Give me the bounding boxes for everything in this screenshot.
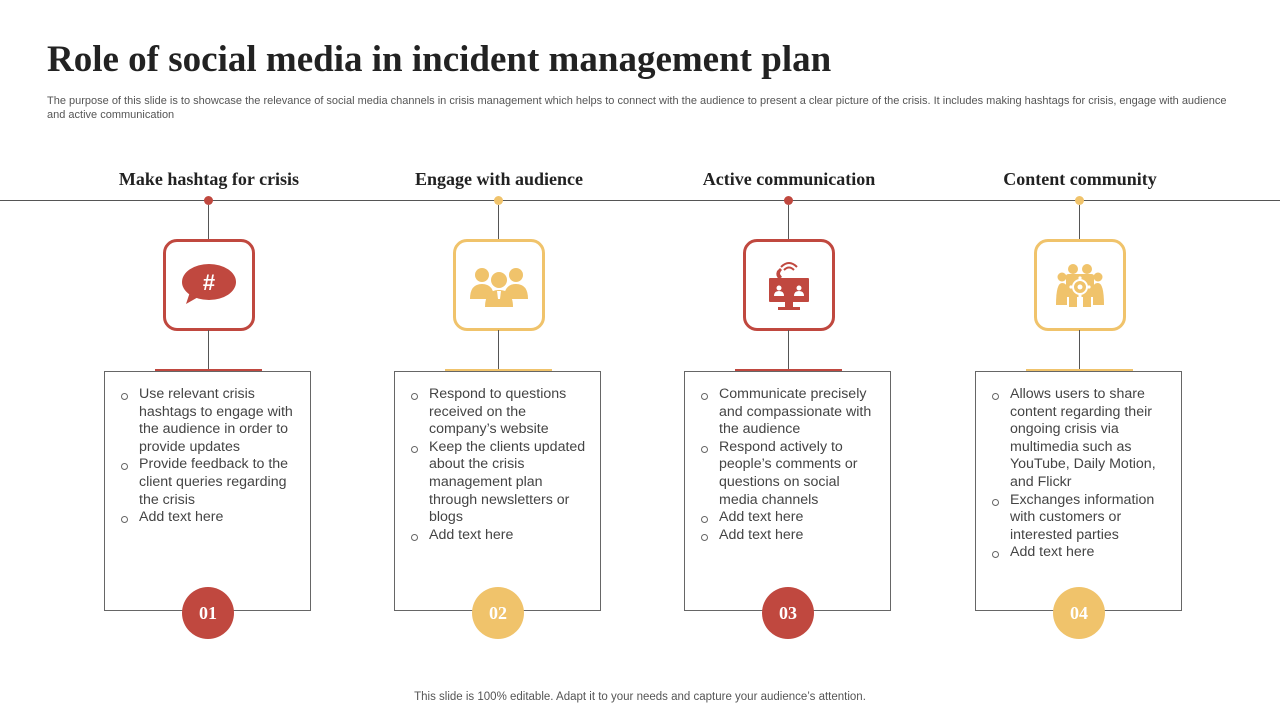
step-number: 03	[762, 587, 814, 639]
connector-line	[208, 330, 209, 369]
connector-line	[1079, 205, 1080, 240]
step-number: 02	[472, 587, 524, 639]
page-title: Role of social media in incident management plan	[47, 39, 832, 80]
step-column-1	[104, 0, 314, 660]
step-card	[975, 371, 1182, 611]
step-column-3	[684, 0, 894, 660]
bullet-list	[685, 372, 890, 544]
step-heading: Active communication	[702, 169, 876, 189]
bullet-item: Communicate precisely and compassionate with the audience	[699, 386, 880, 439]
step-heading: Engage with audience	[414, 169, 583, 189]
footer-note: This slide is 100% editable. Adapt it to your needs and capture your audience’s attention.	[414, 691, 866, 703]
connector-line	[1079, 330, 1080, 369]
hashtag-chat-icon	[180, 262, 238, 308]
bullet-item: Add text here	[699, 527, 880, 545]
bullet-item: Respond to questions received on the company’s website	[409, 386, 590, 439]
timeline-dot	[1075, 196, 1084, 205]
bullet-list	[105, 372, 310, 527]
bullet-item: Allows users to share content regarding their ongoing crisis via multimedia such as YouTube, Daily Motion, and Flickr	[990, 386, 1171, 492]
step-card	[684, 371, 891, 611]
bullet-item: Provide feedback to the client queries regarding the crisis	[119, 456, 300, 509]
step-number: 04	[1053, 587, 1105, 639]
bullet-list	[395, 372, 600, 544]
timeline-dot	[784, 196, 793, 205]
bullet-item: Add text here	[699, 509, 880, 527]
connector-line	[208, 205, 209, 240]
bullet-list	[976, 372, 1181, 562]
connector-line	[788, 330, 789, 369]
bullet-item: Use relevant crisis hashtags to engage with the audience in order to provide updates	[119, 386, 300, 456]
timeline-dot	[204, 196, 213, 205]
group-people-icon	[468, 263, 530, 307]
icon-box	[743, 239, 835, 331]
bullet-item: Add text here	[119, 509, 300, 527]
bullet-item: Respond actively to people’s comments or questions on social media channels	[699, 439, 880, 509]
icon-box	[163, 239, 255, 331]
timeline-dot	[494, 196, 503, 205]
video-call-icon	[766, 258, 812, 312]
bullet-item: Add text here	[409, 527, 590, 545]
svg-text:#: #	[202, 270, 216, 295]
step-column-4	[975, 0, 1185, 660]
page-subtitle: The purpose of this slide is to showcase the relevance of social media channels in crisis management which helps to connect with the audience to present a clear picture of the crisis. It includes making hashtags for crisis, engage with audience and active communication	[47, 95, 1227, 121]
icon-box	[453, 239, 545, 331]
step-card	[104, 371, 311, 611]
connector-line	[788, 205, 789, 240]
step-card	[394, 371, 601, 611]
bullet-item: Keep the clients updated about the crisis management plan through newsletters or blogs	[409, 439, 590, 527]
icon-box	[1034, 239, 1126, 331]
bullet-item: Exchanges information with customers or interested parties	[990, 492, 1171, 545]
step-number: 01	[182, 587, 234, 639]
bullet-item: Add text here	[990, 544, 1171, 562]
connector-line	[498, 330, 499, 369]
community-network-icon	[1055, 261, 1105, 309]
connector-line	[498, 205, 499, 240]
step-heading: Make hashtag for crisis	[118, 169, 300, 189]
step-heading: Content community	[1003, 169, 1157, 189]
step-column-2	[394, 0, 604, 660]
